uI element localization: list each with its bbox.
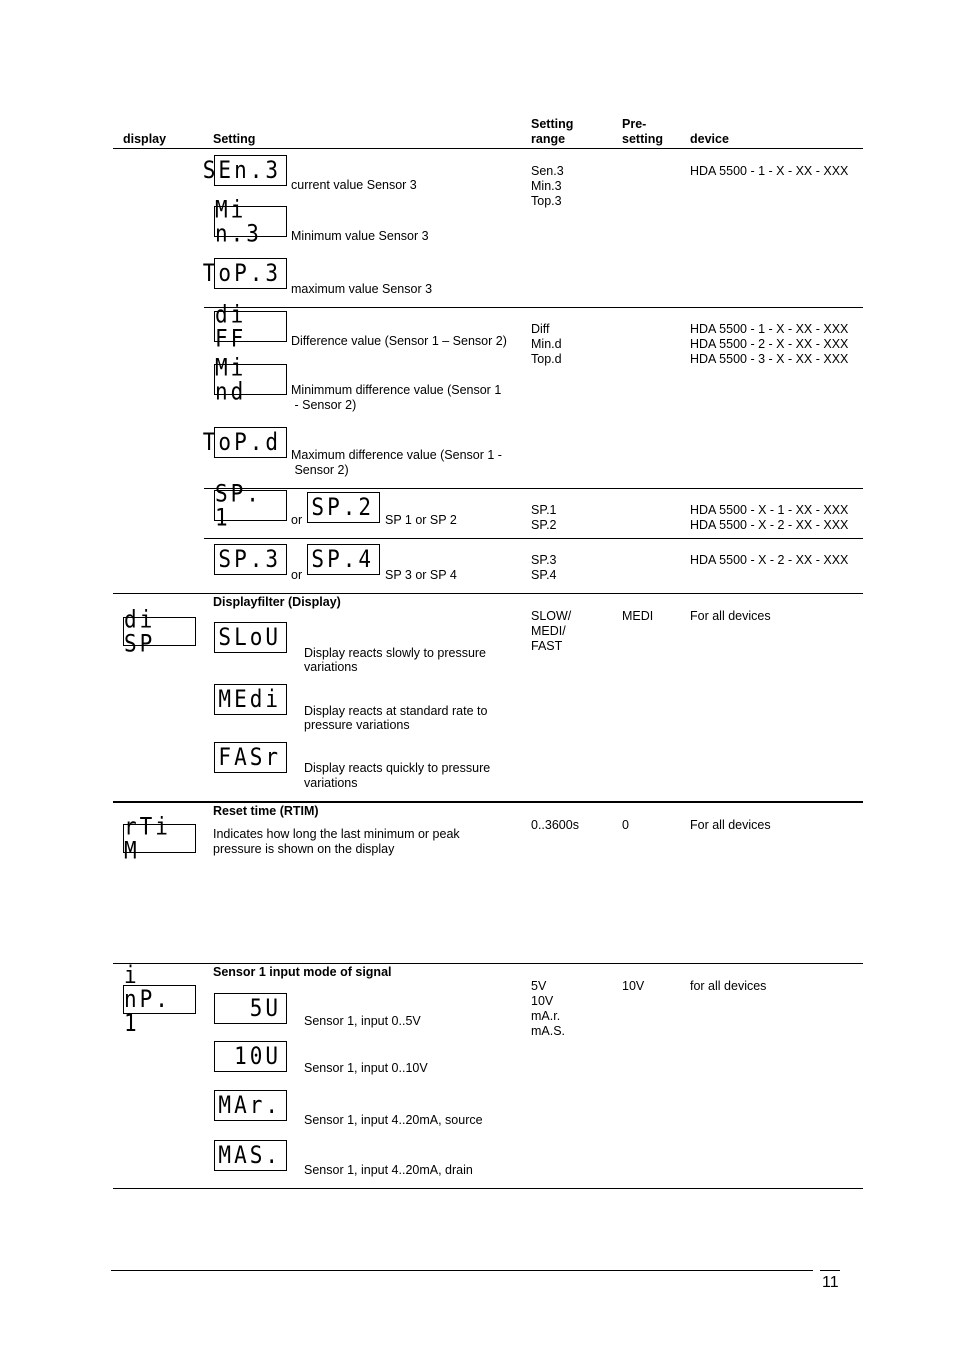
- title-reset: Reset time (RTIM): [213, 804, 319, 818]
- rule-displayfilter: [113, 801, 863, 803]
- device-diff-2: HDA 5500 - 2 - X - XX - XXX: [690, 337, 849, 351]
- desc-sp12: SP 1 or SP 2: [385, 513, 457, 527]
- preset-displayfilter: MEDI: [622, 609, 654, 623]
- preset-inp1: 10V: [622, 979, 645, 993]
- device-displayfilter: For all devices: [690, 609, 771, 623]
- lcd-sp2: SP.2: [307, 492, 380, 523]
- range-mas: mA.S.: [531, 1024, 566, 1038]
- device-reset: For all devices: [690, 818, 771, 832]
- header-rule: [113, 148, 863, 149]
- desc-reset-1: Indicates how long the last minimum or peak: [213, 827, 460, 841]
- desc-topd-1: Maximum difference value (Sensor 1 -: [291, 448, 502, 462]
- device-sp2: HDA 5500 - X - 2 - XX - XXX: [690, 518, 849, 532]
- desc-mar: Sensor 1, input 4..20mA, source: [304, 1113, 483, 1127]
- desc-fast-1: Display reacts quickly to pressure: [304, 761, 491, 775]
- lcd-10v: 10U: [214, 1041, 287, 1072]
- desc-slow-2: variations: [304, 660, 358, 674]
- desc-topd-2: Sensor 2): [291, 463, 349, 477]
- preset-reset: 0: [622, 818, 629, 832]
- lcd-diff: di FF: [214, 311, 287, 342]
- range-5v: 5V: [531, 979, 547, 993]
- col-header-display: display: [123, 132, 167, 146]
- lcd-sp3: SP.3: [214, 544, 287, 575]
- rule-sp34: [113, 593, 863, 594]
- footer-rule-page: [820, 1270, 840, 1271]
- desc-min3: Minimum value Sensor 3: [291, 229, 429, 243]
- desc-sp34: SP 3 or SP 4: [385, 568, 457, 582]
- col-header-preset-1: Pre-: [622, 117, 647, 131]
- rule-reset: [113, 963, 863, 964]
- lcd-mar: MAr.: [214, 1090, 287, 1121]
- desc-mas: Sensor 1, input 4..20mA, drain: [304, 1163, 473, 1177]
- range-top3: Top.3: [531, 194, 562, 208]
- desc-10v: Sensor 1, input 0..10V: [304, 1061, 428, 1075]
- range-sp1: SP.1: [531, 503, 557, 517]
- lcd-sp4: SP.4: [307, 544, 380, 575]
- range-mind: Min.d: [531, 337, 562, 351]
- rule-inp1: [113, 1188, 863, 1189]
- desc-reset-2: pressure is shown on the display: [213, 842, 395, 856]
- desc-sen3: current value Sensor 3: [291, 178, 417, 192]
- rule-diff: [204, 488, 863, 489]
- desc-diff: Difference value (Sensor 1 – Sensor 2): [291, 334, 507, 348]
- col-header-range-1: Setting: [531, 117, 574, 131]
- range-slow: SLOW/: [531, 609, 572, 623]
- device-sen3: HDA 5500 - 1 - X - XX - XXX: [690, 164, 849, 178]
- lcd-fast: FASr: [214, 742, 287, 773]
- lcd-topd: ToP.d: [214, 427, 287, 458]
- lcd-inp1: i nP. 1: [123, 985, 196, 1014]
- col-header-device: device: [690, 132, 729, 146]
- range-sp3: SP.3: [531, 553, 557, 567]
- rule-sp12: [204, 538, 863, 539]
- range-min3: Min.3: [531, 179, 562, 193]
- rule-sensor3: [204, 307, 863, 308]
- page-number: 11: [822, 1274, 839, 1291]
- range-topd: Top.d: [531, 352, 562, 366]
- range-sp4: SP.4: [531, 568, 557, 582]
- or-sp34: or: [291, 568, 303, 582]
- desc-fast-2: variations: [304, 776, 358, 790]
- col-header-preset-2: setting: [622, 132, 663, 146]
- desc-mind-1: Minimmum difference value (Sensor 1: [291, 383, 502, 397]
- or-sp12: or: [291, 513, 303, 527]
- device-sp34: HDA 5500 - X - 2 - XX - XXX: [690, 553, 849, 567]
- range-10v: 10V: [531, 994, 554, 1008]
- desc-top3: maximum value Sensor 3: [291, 282, 433, 296]
- range-mar: mA.r.: [531, 1009, 561, 1023]
- title-displayfilter: Displayfilter (Display): [213, 595, 341, 609]
- range-fast: FAST: [531, 639, 563, 653]
- device-inp1: for all devices: [690, 979, 767, 993]
- lcd-5v: 5U: [214, 993, 287, 1024]
- col-header-setting: Setting: [213, 132, 256, 146]
- desc-medi-2: pressure variations: [304, 718, 410, 732]
- lcd-mind: Mi nd: [214, 364, 287, 395]
- desc-slow-1: Display reacts slowly to pressure: [304, 646, 487, 660]
- range-reset: 0..3600s: [531, 818, 579, 832]
- desc-medi-1: Display reacts at standard rate to: [304, 704, 488, 718]
- lcd-sen3: SEn.3: [214, 155, 287, 186]
- lcd-disp: di SP: [123, 617, 196, 646]
- device-sp1: HDA 5500 - X - 1 - XX - XXX: [690, 503, 849, 517]
- desc-5v: Sensor 1, input 0..5V: [304, 1014, 421, 1028]
- device-diff-1: HDA 5500 - 1 - X - XX - XXX: [690, 322, 849, 336]
- range-sen3: Sen.3: [531, 164, 564, 178]
- footer-rule: [111, 1270, 813, 1271]
- range-sp2: SP.2: [531, 518, 557, 532]
- range-diff: Diff: [531, 322, 550, 336]
- lcd-rtim: rTi M: [123, 824, 196, 853]
- device-diff-3: HDA 5500 - 3 - X - XX - XXX: [690, 352, 849, 366]
- desc-mind-2: - Sensor 2): [291, 398, 357, 412]
- range-medi: MEDI/: [531, 624, 566, 638]
- lcd-slow: SLoU: [214, 622, 287, 653]
- lcd-top3: ToP.3: [214, 258, 287, 289]
- col-header-range-2: range: [531, 132, 566, 146]
- lcd-sp1: SP. 1: [214, 490, 287, 521]
- title-inp1: Sensor 1 input mode of signal: [213, 965, 392, 979]
- lcd-min3: Mi n.3: [214, 206, 287, 237]
- lcd-mas: MAS.: [214, 1140, 287, 1171]
- lcd-medi: MEdi: [214, 684, 287, 715]
